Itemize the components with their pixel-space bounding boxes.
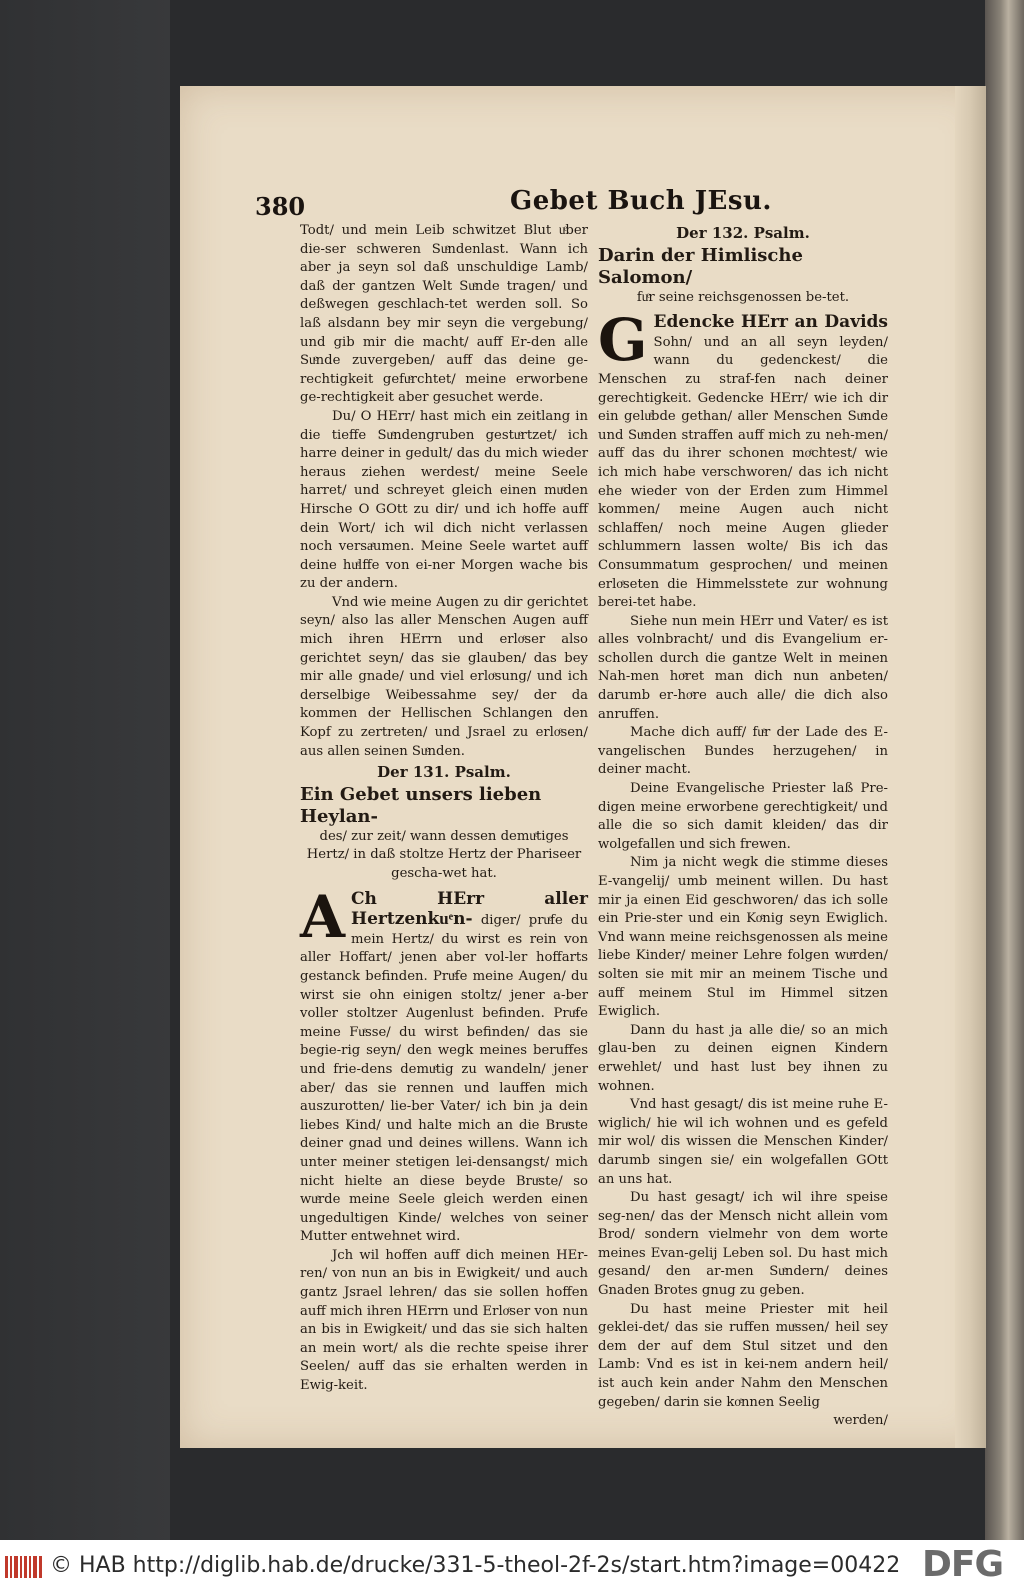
- paragraph: Du hast gesagt/ ich wil ihre speise seg-nen/ das der Mensch nicht allein vom Brod/ sondern vielmehr von dem worte meines Evan-gelij Leben sol. Du hast mich gesand/ den ar-men Suͤndern/ deines Gnaden Brotes gnug zu geben.: [598, 1190, 888, 1299]
- psalm-heading: Der 132. Psalm.: [676, 224, 810, 242]
- paragraph: Jch wil hoffen auff dich meinen HEr-ren/ von nun an bis in Ewigkeit/ und auch gantz Jsrael lehren/ das sie sollen hoffen auff mich ihren HErrn und Erloͤser von nun an bis in Ewigkeit/ und das sie sich halten an mein wort/ als die rechte speise ihrer Seelen/ auff das sie erhalten werden in Ewig-keit.: [300, 1247, 588, 1394]
- paragraph: Vnd wie meine Augen zu dir gerichtet seyn/ also las aller Menschen Augen auff mich ihren HErrn und erloͤser also gerichtet seyn/ das sie glauben/ das bey mir alle gnade/ und viel erloͤsung/ und ich derselbige Weibessahme sey/ der da kommen der Hellischen Schlangen den Kopf zu zertreten/ und Jsrael zu erloͤsen/ aus allen seinen Suͤnden.: [300, 594, 588, 759]
- page-number: 380: [255, 192, 306, 221]
- paragraph: Siehe nun mein HErr und Vater/ es ist alles volnbracht/ und dis Evangelium er-schollen durch die gantze Welt in meinen Nah-men hoͤret man dich nun anbeten/ darumb er-hoͤre auch alle/ die dich also anruffen.: [598, 613, 888, 722]
- paragraph: Du/ O HErr/ hast mich ein zeitlang in die tieffe Suͤndengruben gestuͤrtzet/ ich harre deiner in gedult/ das du mich wieder heraus ziehen werdest/ meine Seele harret/ und schreyet gleich einen muͤden Hirsche O GOtt zu dir/ und ich hoffe auff dein Wort/ ich wil dich nicht verlassen noch versaͤumen. Meine Seele wartet auff deine huͤlffe von ei-ner Morgen wache bis zu der andern.: [300, 408, 588, 592]
- source-url: © HAB http://diglib.hab.de/drucke/331-5-theol-2f-2s/start.htm?image=00422: [50, 1553, 901, 1578]
- barcode-icon: [4, 1554, 44, 1580]
- paragraph: Vnd hast gesagt/ dis ist meine ruhe E-wiglich/ hie wil ich wohnen und es gefeld mir wol/ dis wissen die Menschen Kinder/ darumb singen sie/ ein wolgefallen GOtt an uns hat.: [598, 1097, 888, 1187]
- psalm-subtitle: des/ zur zeit/ wann dessen demuͤtiges Hertz/ in daß stoltze Hertz der Phariseer gescha-wet hat.: [306, 828, 582, 881]
- psalm-opening-paragraph: [300, 882, 588, 1247]
- paragraph: Dann du hast ja alle die/ so an mich glau-ben zu deinen eignen Kindern erwehlet/ und hast lust bey ihnen zu wohnen.: [598, 1022, 888, 1094]
- adjacent-page-edge: [985, 0, 1024, 1540]
- page-fold-shadow: [955, 86, 986, 1448]
- psalm-text: diger/ pruͤfe du mein Hertz/ du wirst es rein von aller Hoffart/ jenen aber vol-ler hoffarts gestanck befinden. Pruͤfe meine Augen/ du wirst sie ohn einigen stoltz/ jener a-ber voller stoltzer Augenlust befinden. Pruͤfe meine Fuͤsse/ du wirst befinden/ das sie begie-rig seyn/ den wegk meines beruffes und frie-dens demuͤtig zu wandeln/ jener aber/ das sie rennen und lauffen mich auszurotten/ lie-ber Vater/ ich bin ja dein liebes Kind/ und halte mich an die Bruͤste deiner gnad und deines willens. Wann ich unter meiner stetigen lei-densangst/ mich nicht hielte an diese beyde Bruͤste/ so wuͤrde meine Seele gleich werden einen ungedultigen Kinde/ welches von seiner Mutter entwehnet wird.: [300, 913, 588, 1245]
- psalm-text: Sohn/ und an all seyn leyden/ wann du gedenckest/ die Menschen zu straf-fen nach deiner gerechtigkeit. Gedencke HErr/ wie ich dir ein geluͤbde gethan/ aller Menschen Suͤnde und Suͤnden straffen auff mich zu neh-men/ auff das du ihrer schonen moͤchtest/ wie ich mich habe verschworen/ das ich nicht ehe wieder von der Erden zum Himmel kommen/ meine Augen auch nicht schlaffen/ noch meine Augen glieder schlummern lassen wolte/ Bis ich das Consummatum gesprochen/ und meinen erloͤseten die Himmelsstete zur wohnung berei-tet habe.: [598, 334, 888, 611]
- drop-cap-initial: G: [598, 306, 648, 375]
- scan-background-left: [0, 0, 170, 1540]
- psalm-title: Darin der Himlische Salomon/: [598, 244, 803, 288]
- right-column: [598, 222, 888, 1431]
- paragraph: Todt/ und mein Leib schwitzet Blut uͤber die-ser schweren Suͤndenlast. Wann ich aber ja seyn sol daß unschuldige Lamb/ daß der gantzen Welt Suͤnde tragen/ und deßwegen geschlach-tet werden soll. So laß alsdann bey mir seyn die vergebung/ und gib mir die macht/ auff Er-den alle Suͤnde zuvergeben/ auff das deine ge-rechtigkeit gefuͤrchtet/ meine erworbene ge-rechtigkeit aber gesuchet werde.: [300, 223, 588, 406]
- drop-cap-initial: A: [300, 882, 346, 951]
- left-column: [300, 222, 588, 1396]
- paragraph: Du hast meine Priester mit heil geklei-det/ das sie ruffen muͤssen/ heil sey dem der auf dem Stul sitzet und den Lamb: Vnd es ist in kei-nem andern heil/ ist auch kein ander Nahm den Menschen gegeben/ darin sie koͤnnen Seelig: [598, 1301, 888, 1410]
- opening-words: Ch HErr aller Hertzenkuͤn-: [351, 888, 588, 930]
- psalm-heading: Der 131. Psalm.: [377, 763, 511, 782]
- psalm-opening-paragraph: [598, 306, 888, 613]
- paragraph: Mache dich auff/ fuͤr der Lade des E-vangelischen Bundes herzugehen/ in deiner macht.: [598, 725, 888, 778]
- psalm-subtitle: fuͤr seine reichsgenossen be-tet.: [636, 289, 850, 305]
- psalm-title: Ein Gebet unsers lieben Heylan-: [300, 783, 542, 827]
- opening-words: Edencke HErr an Davids: [653, 312, 888, 333]
- catchword: werden/: [833, 1413, 888, 1429]
- paragraph: Deine Evangelische Priester laß Pre-digen meine erworbene gerechtigkeit/ und alle die so sich damit kleiden/ das dir wolgefallen und sich frewen.: [598, 781, 888, 852]
- paragraph: Nim ja nicht wegk die stimme dieses E-vangelij/ umb meinent willen. Du hast mir ja einen Eid geschworen/ das ich solle ein Prie-ster und ein Koͤnig seyn Ewiglich. Vnd wann meine reichsgenossen als meine liebe Kinder/ meiner Lehre folgen wuͤrden/ solten sie mit mir an meinem Tische und auff meinem Stul im Himmel sitzen Ewiglich.: [598, 855, 888, 1020]
- running-title: Gebet Buch JEsu.: [510, 186, 772, 216]
- dfg-logo: DFG: [922, 1544, 1004, 1585]
